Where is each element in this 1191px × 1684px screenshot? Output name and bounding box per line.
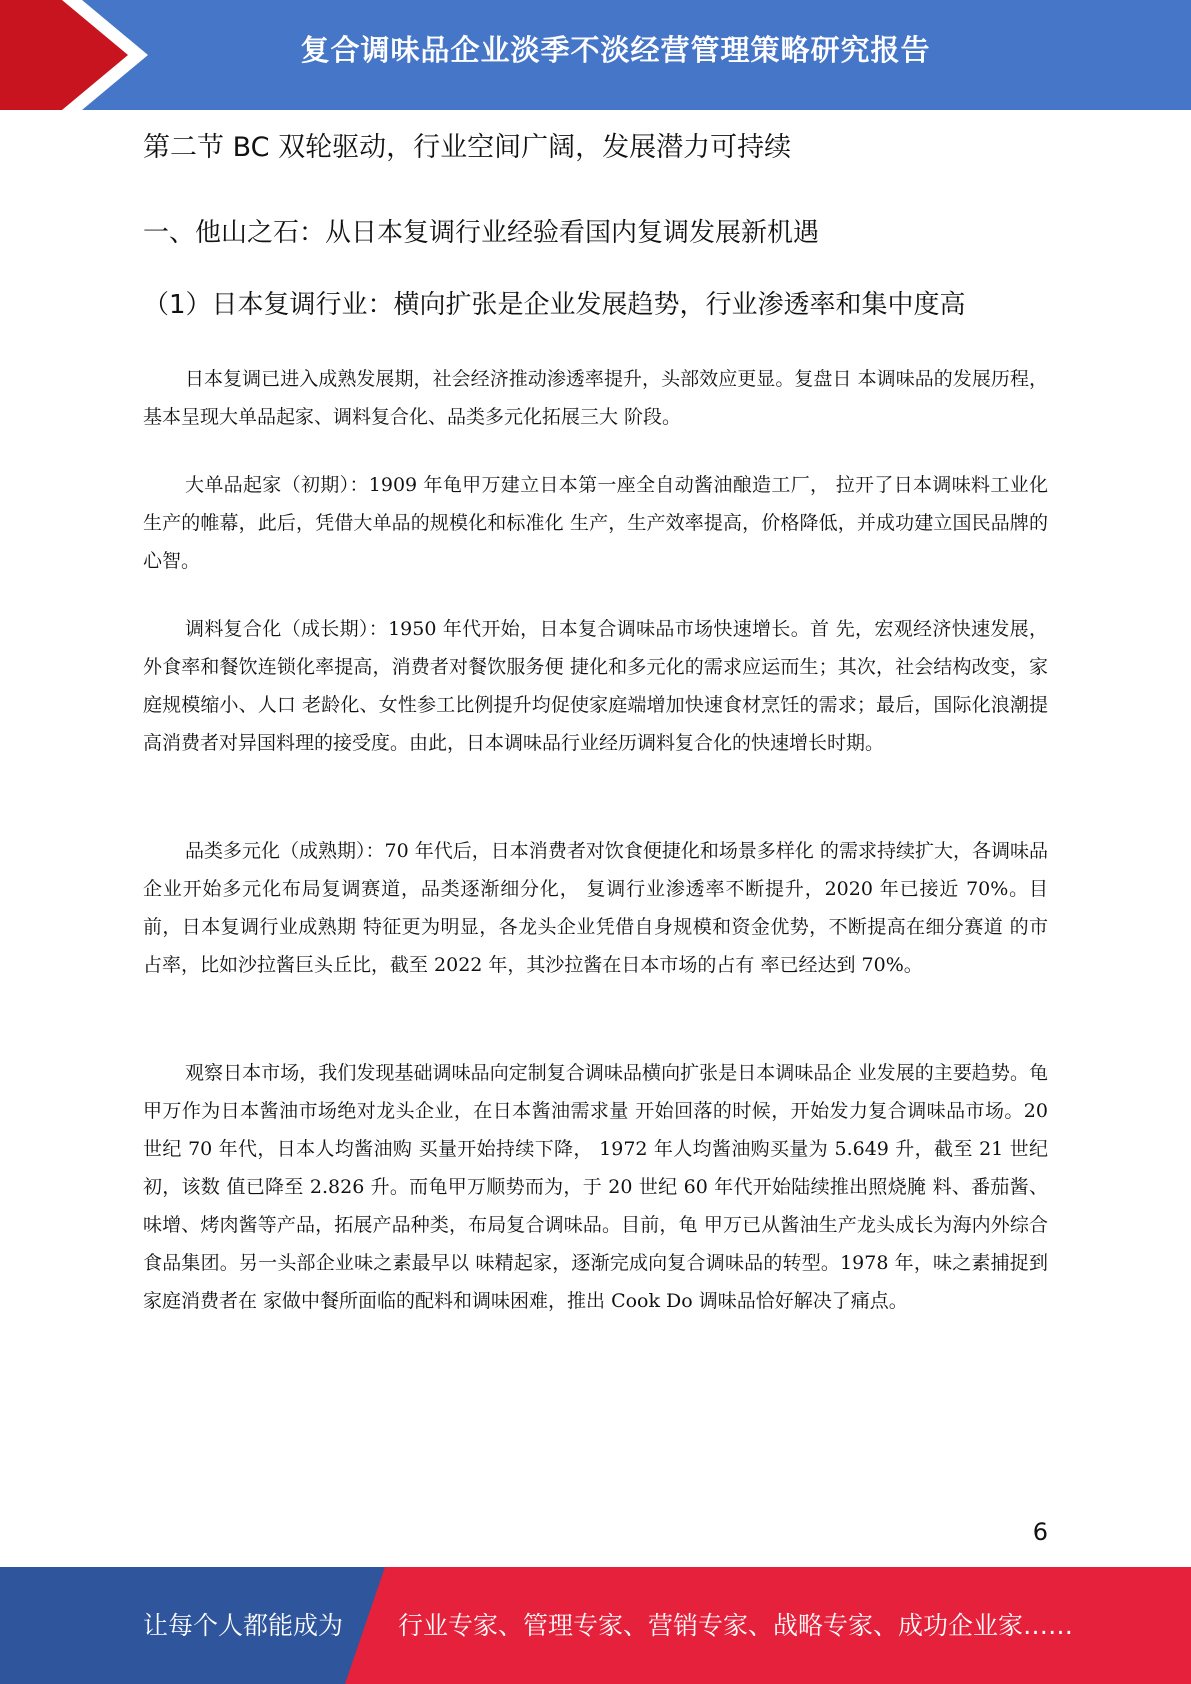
footer-slogan-right: 行业专家、管理专家、营销专家、战略专家、成功企业家…… bbox=[398, 1611, 1074, 1640]
page-number: 6 bbox=[1032, 1518, 1048, 1546]
page-header bbox=[0, 0, 1191, 110]
paragraph-japan-market: 观察日本市场，我们发现基础调味品向定制复合调味品横向扩张是日本调味品企 业发展的主要趋势。龟甲万作为日本酱油市场绝对龙头企业，在日本酱油需求量 开始回落的时候，开始发力复合调味品市场。20 世纪 70 年代，日本人均酱油购 买量开始持续下降， 1972 年人均酱油购买量为 5.649 升，截至 21 世纪初，该数 值已降至 2.826 升。而龟甲万顺势而为，于 20 世纪 60 年代开始陆续推出照烧腌 料、番茄酱、味增、烤肉酱等产品，拓展产品种类，布局复合调味品。目前，龟 甲万已从酱油生产龙头成长为海内外综合食品集团。另一头部企业味之素最早以 味精起家，逐渐完成向复合调味品的转型。1978 年，味之素捕捉到家庭消费者在 家做中餐所面临的配料和调味困难，推出 Cook Do 调味品恰好解决了痛点。 bbox=[143, 1062, 1048, 1312]
paragraph-mature-stage: 品类多元化（成熟期）：70 年代后，日本消费者对饮食便捷化和场景多样化 的需求持续扩大，各调味品企业开始多元化布局复调赛道，品类逐渐细分化， 复调行业渗透率不断提升，2020 年已接近 70%。目前，日本复调行业成熟期 特征更为明显，各龙头企业凭借自身规模和资金优势，不断提高在细分赛道 的市占率，比如沙拉酱巨头丘比，截至 2022 年，其沙拉酱在日本市场的占有 率已经达到 70%。 bbox=[143, 840, 1048, 976]
page-footer bbox=[0, 1567, 1191, 1684]
section-title: 第二节 BC 双轮驱动，行业空间广阔，发展潜力可持续 bbox=[143, 132, 792, 163]
subsection-title: 一、他山之石：从日本复调行业经验看国内复调发展新机遇 bbox=[143, 218, 820, 248]
paragraph-growth-stage: 调料复合化（成长期）：1950 年代开始，日本复合调味品市场快速增长。首 先，宏观经济快速发展，外食率和餐饮连锁化率提高，消费者对餐饮服务便 捷化和多元化的需求应运而生；其次，社会结构改变，家庭规模缩小、人口 老龄化、女性参工比例提升均促使家庭端增加快速食材烹饪的需求；最后，国际化浪潮提高消费者对异国料理的接受度。由此，日本调味品行业经历调料复合化的快速增长时期。 bbox=[143, 618, 1048, 754]
paragraph-intro: 日本复调已进入成熟发展期，社会经济推动渗透率提升，头部效应更显。复盘日 本调味品的发展历程，基本呈现大单品起家、调料复合化、品类多元化拓展三大 阶段。 bbox=[143, 368, 1048, 428]
header-title: 复合调味品企业淡季不淡经营管理策略研究报告 bbox=[300, 33, 931, 67]
footer-slogan-left: 让每个人都能成为 bbox=[143, 1611, 344, 1640]
subsubsection-title: （1）日本复调行业：横向扩张是企业发展趋势，行业渗透率和集中度高 bbox=[143, 290, 966, 320]
paragraph-initial-stage: 大单品起家（初期）：1909 年龟甲万建立日本第一座全自动酱油酿造工厂， 拉开了日本调味料工业化生产的帷幕，此后，凭借大单品的规模化和标准化 生产，生产效率提高，价格降低，并成功建立国民品牌的心智。 bbox=[143, 474, 1048, 572]
